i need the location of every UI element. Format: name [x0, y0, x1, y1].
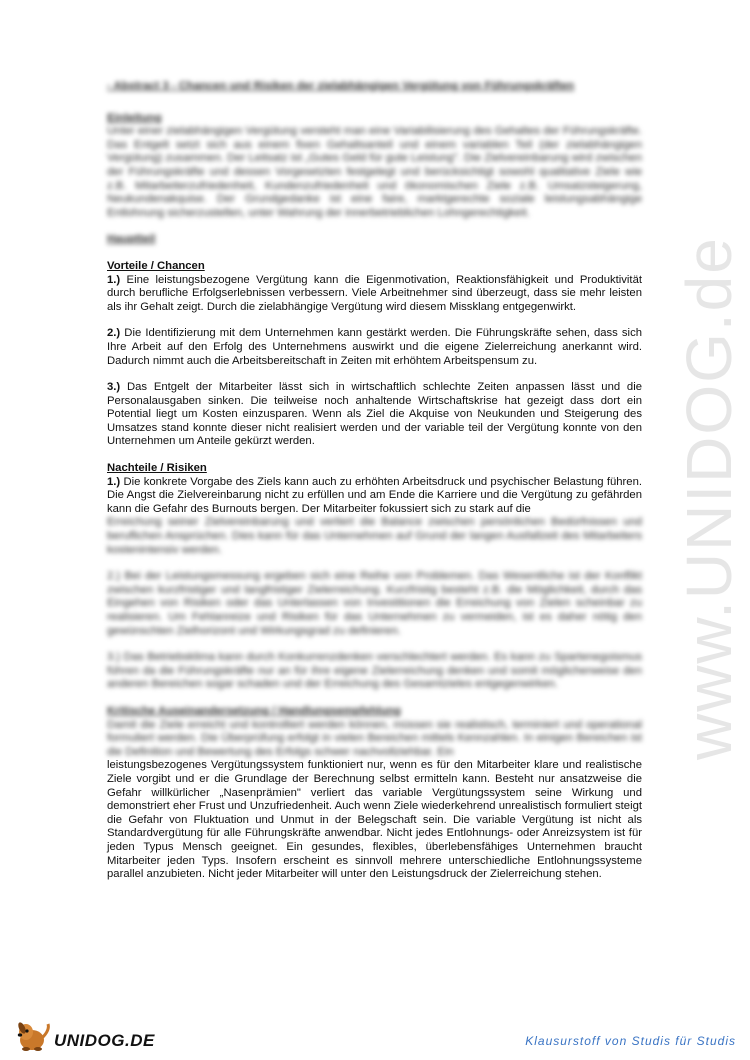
risk-number-1: 1.) [107, 475, 121, 488]
unidog-logo [14, 1018, 154, 1054]
critical-paragraph: leistungsbezogenes Vergütungssystem funktioniert nur, wenn es für den Mitarbeiter klare und realistische Ziele vorgibt und er die Grundlage der Berechnung selbst ermitteln kann. Besteht nur ansatzweise die Gefahr willkürlicher „Nasenprämien" verliert das variable Vergütungssystem seine Wirkung und demonstriert eher Frust und Unzufriedenheit. Auch wenn Ziele wiederkehrend unrealistisch formuliert steigt die Gefahr von Fluktuation und Unmut in der Belegschaft sein. Die variable Vergütung ist nicht als Standardvergütung für alle Führungskräfte anwendbar. Nicht jedes Entlohnungs- oder Anreizsystem ist für jeden Typus Mensch geeignet. Ein gesundes, flexibles, überlebensfähiges Unternehmen braucht Mitarbeiter jeden Typs. Insofern erscheint es sinnvoll mehrere unterschiedliche Entlohnungssysteme parallel anzubieten. Nicht jeder Mitarbeiter will unter den Leistungsdruck der Zielerreichung stehen. [107, 759, 642, 881]
advantage-text-2: Die Identifizierung mit dem Unternehmen kann gestärkt werden. Die Führungskräfte sehen, dass sich Ihre Arbeit auf den Erfolg des Unternehmens auswirkt und die eigene Zielerreichung anerkannt wird. Dadurch nimmt auch die Arbeitsbereitschaft in Zeiten mit erhöhtem Arbeitspensum zu. [107, 327, 642, 367]
risks-heading: Nachteile / Risiken [107, 462, 207, 475]
footer-slogan: Klausurstoff von Studis für Studis [525, 1034, 736, 1048]
critical-heading: Kritische Auseinandersetzung / Handlungsempfehlung [107, 704, 401, 717]
logo-text: UNIDOG.DE [54, 1031, 155, 1050]
advantages-heading: Vorteile / Chancen [107, 259, 205, 272]
advantage-text-3: Das Entgelt der Mitarbeiter lässt sich in wirtschaftlich schlechte Zeiten anpassen lässt und die Personalausgaben sinken. Die teilweise noch anhaltende Wirtschaftskrise hat gezeigt dass dort ein Potential liegt um Kosten einzusparen. Wenn als Ziel die Akquise von Neukunden und Steigerung des Umsatzes stand konnte dieser nicht realisiert werden und der variable teil der Vergütung konnte von den Unternehmen um Anteile gekürzt werden. [107, 381, 642, 448]
risk-text-1: Die konkrete Vorgabe des Ziels kann auch zu erhöhten Arbeitsdruck und psychischer Belastung führen. Die Angst die Zielvereinbarung nicht zu erfüllen und am Ende die Karriere und die Vergütung zu gefährden kann die Gefahr des Burnouts bergen. Der Mitarbeiter fokussiert sich zu stark auf die [107, 475, 643, 515]
watermark: www.UNIDOG.de [673, 236, 745, 760]
dog-mascot-icon [14, 1018, 54, 1054]
risk-paragraph-1 [107, 476, 642, 517]
risk-paragraph-1-continued: Erreichung seiner Zielvereinbarung und verliert die Balance zwischen persönlichen Bedürfnissen und beruflichen Ansprüchen. Dies kann für das Unternehmen auf Grund der langen Ausfallzeit des Mitarbeiters kostenintensiv werden. [107, 516, 642, 556]
advantage-text-1: Eine leistungsbezogene Vergütung kann die Eigenmotivation, Reaktionsfähigkeit und Produktivität durch berufliche Erfolgserlebnissen verbessern. Viele Arbeitnehmer sind überzeugt, dass sie mehr leisten als ihr Gehalt zeigt. Durch die zielabhängige Vergütung wird diesem Missklang entgegenwirkt. [107, 273, 642, 313]
document-title: - Abstract 3 - Chancen und Risiken der zielabhängigen Vergütung von Führungskräften [107, 80, 575, 92]
intro-heading: Einleitung [107, 111, 162, 124]
main-heading: Hauptteil [107, 233, 156, 246]
advantage-number-2: 2.) [107, 327, 121, 340]
risk-paragraph-2: 2.) Bei der Leistungsmessung ergeben sich eine Reihe von Problemen. Das Wesentliche ist der Konflikt zwischen kurzfristiger und langfristiger Zielerreichung. Kurzfristig besteht z.B. die Möglichkeit, durch das Eingehen von Risiken oder das Unterlassen von Investitionen die Erreichung von Zielen scheinbar zu realisieren. Um Fehlanreize und Risiken für das Unternehmen zu vermeiden, ist es daher nötig den gewünschten Zielhorizont und Wirkungsgrad zu definieren. [107, 570, 642, 637]
advantage-number-3: 3.) [107, 381, 121, 394]
advantage-paragraph-1 [107, 274, 642, 315]
advantage-number-1: 1.) [107, 273, 121, 286]
intro-paragraph: Unter einer zielabhängigen Vergütung versteht man eine Variabilisierung des Gehaltes der Führungskräfte. Das Entgelt setzt sich aus einem fixen Gehaltsanteil und einem variablen Teil (der zielabhängigen Vergütung) zusammen. Der Leitsatz ist „Gutes Geld für gute Leistung". Die Zielvereinbarung wird zwischen der Führungskräfte und dessen Vorgesetzten festgelegt und berücksichtigt sowohl qualitative Ziele wie z.B. Mitarbeiterzufriedenheit, Kundenzufriedenheit und ökonomischen Ziele z.B. Umsatzsteigerung, Neukundenakquise. Der Grundgedanke ist eine faire, marktgerechte soziale leistungsabhängige Entlohnung sicherzustellen, unter Wahrung der innerbetrieblichen Lohngerechtigkeit. [107, 125, 642, 219]
document-body [107, 80, 642, 882]
critical-paragraph-blurred: Damit die Ziele erreicht und kontrolliert werden können, müssen sie realistisch, terminiert und operational formuliert werden. Die Überprüfung erfolgt in vielen Bereichen mittels Kennzahlen. In einigen Bereichen ist die Definition und Bewertung des Erfolgs schwer nachvollziehbar. Ein [107, 718, 642, 758]
advantage-paragraph-3 [107, 381, 642, 449]
risk-paragraph-3: 3.) Das Betriebsklima kann durch Konkurrenzdenken verschlechtert werden. Es kann zu Spartenegoismus führen da die Führungskräfte nur an für ihre eigene Zielerreichung denken und somit möglicherweise den anderen Bereichen sogar schaden und der Erreichung des Gesamtzieles entgegenwirken. [107, 651, 642, 691]
advantage-paragraph-2 [107, 327, 642, 368]
